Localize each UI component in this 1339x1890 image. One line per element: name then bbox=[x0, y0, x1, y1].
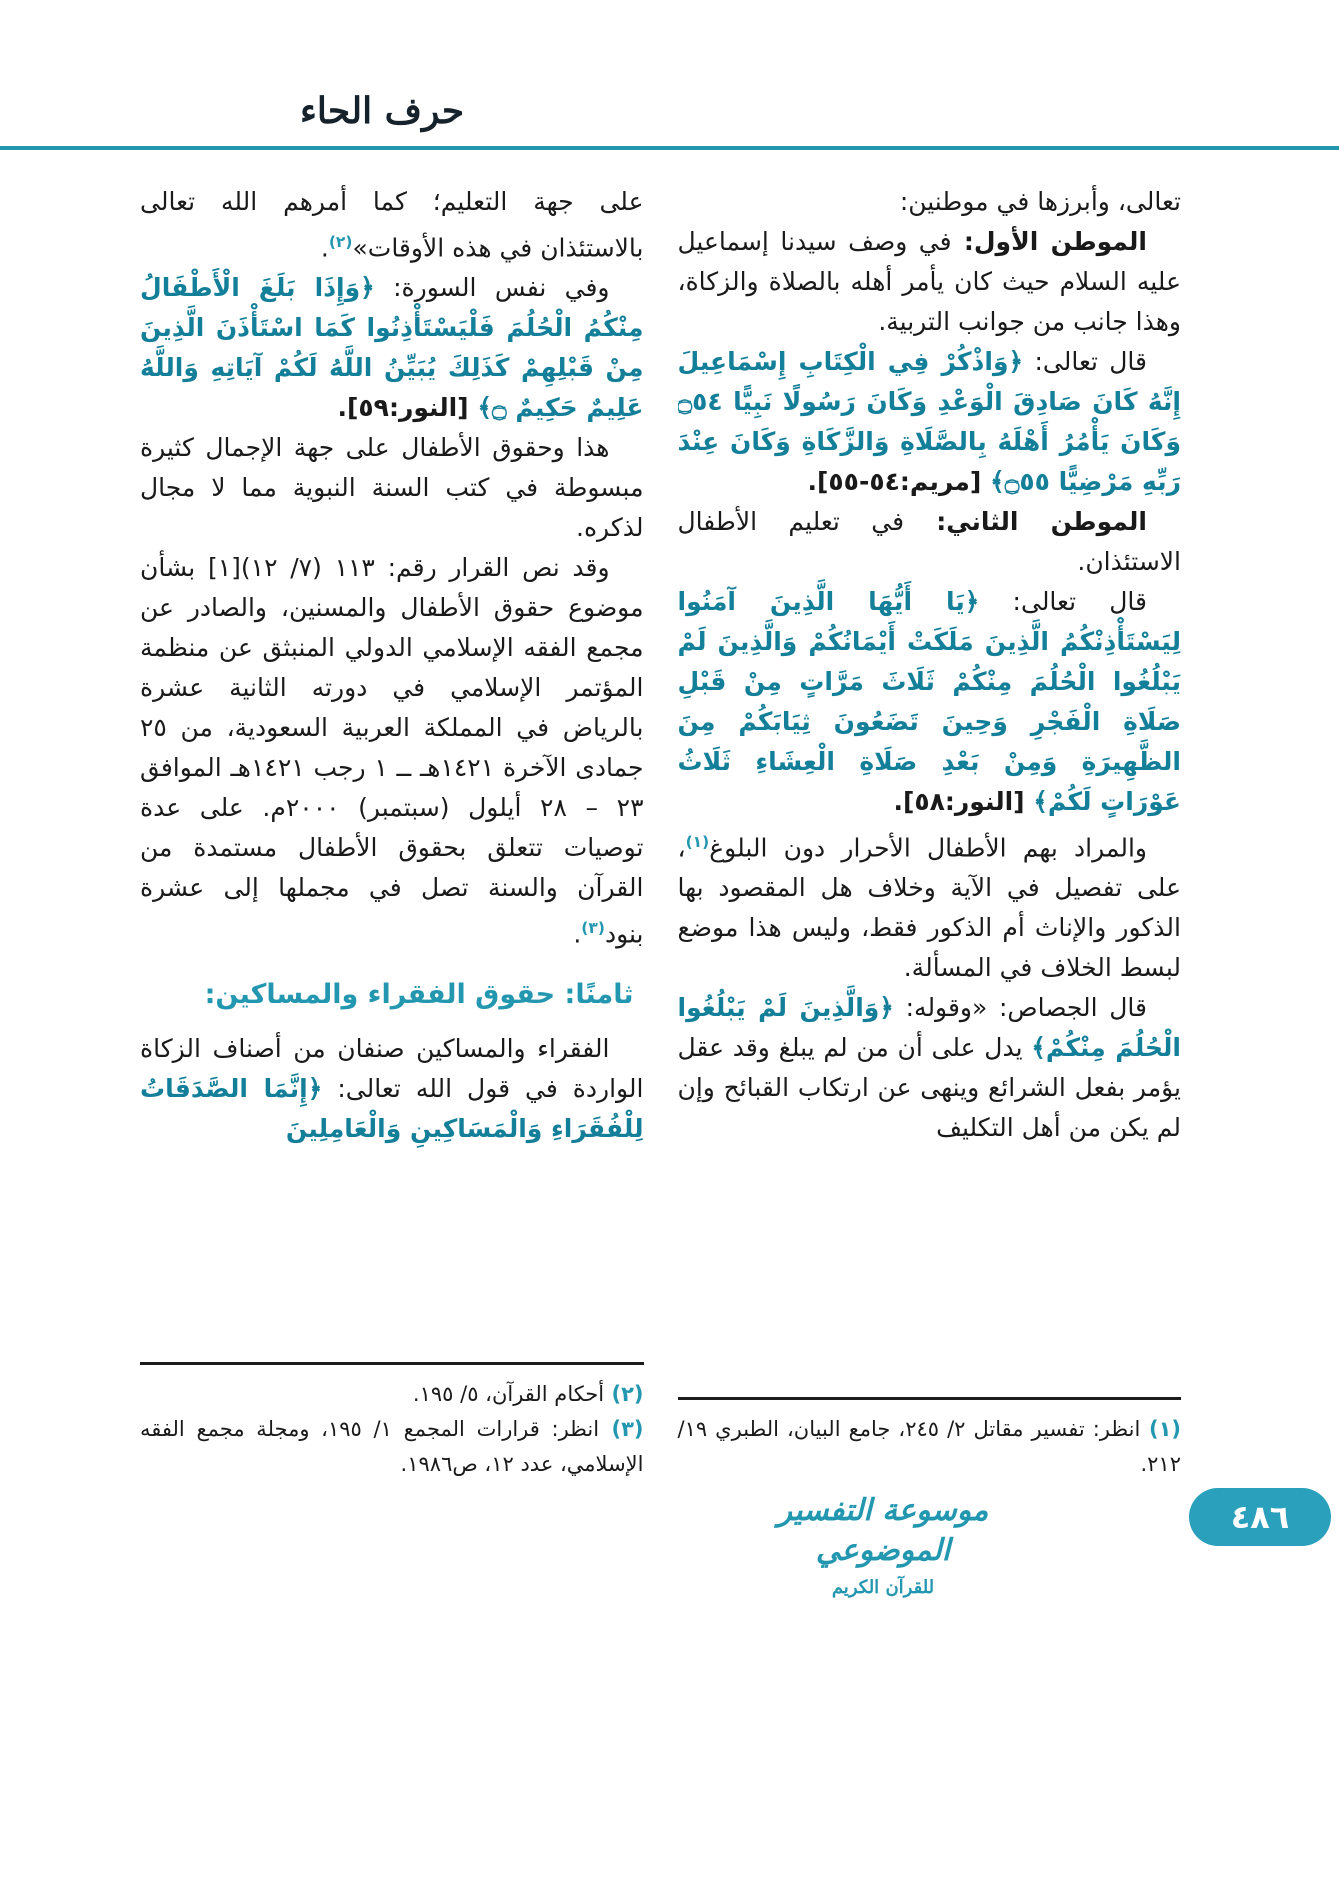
paragraph bbox=[140, 182, 644, 268]
page-header bbox=[0, 0, 1339, 150]
verse-reference: [النور:٥٩]. bbox=[337, 393, 478, 423]
quran-verse: ﴿وَالَّذِينَ لَمْ يَبْلُغُوا الْحُلُمَ مِنْكُمْ﴾ bbox=[677, 993, 1181, 1063]
body-text: ، على تفصيل في الآية وخلاف هل المقصود بها الذكور والإناث أم الذكور فقط، وليس هذا موضع لبسط الخلاف في المسألة. bbox=[677, 833, 1181, 983]
body-text: قال الجصاص: «وقوله: bbox=[893, 993, 1147, 1023]
footnote bbox=[140, 1412, 644, 1482]
section-heading bbox=[140, 975, 644, 1015]
paragraph bbox=[140, 428, 644, 548]
column-left-paragraphs bbox=[140, 182, 644, 1149]
body-text: وقد نص القرار رقم: ١١٣ (٧/ ١٢)[١] بشأن موضوع حقوق الأطفال والمسنين، والصادر عن مجمع الفقه الإسلامي الدولي المنبثق عن منظمة المؤتمر الإسلامي في دورته الثانية عشرة بالرياض في المملكة العربية السعودية، من ٢٥ جمادى الآخرة ١٤٢١هـ ــ ١ رجب ١٤٢١هـ الموافق ٢٣ – ٢٨ أيلول (سبتمبر) ٢٠٠٠م. على عدة توصيات تتعلق بحقوق الأطفال مستمدة من القرآن والسنة تصل في مجملها إلى عشرة بنود bbox=[140, 553, 644, 949]
paragraph bbox=[678, 582, 1182, 822]
quran-verse: ﴿وَاذْكُرْ فِي الْكِتَابِ إِسْمَاعِيلَ إِنَّهُ كَانَ صَادِقَ الْوَعْدِ وَكَانَ رَسُولًا نَبِيًّا ۝٥٤ وَكَانَ يَأْمُرُ أَهْلَهُ بِالصَّلَاةِ وَالزَّكَاةِ وَكَانَ عِنْدَ رَبِّهِ مَرْضِيًّا ۝٥٥﴾ bbox=[677, 347, 1181, 496]
footnote-ref-marker: (٢) bbox=[328, 233, 353, 251]
body-text: يدل على أن من لم يبلغ وقد عقل يؤمر بفعل الشرائع وينهى عن ارتكاب القبائح وإن لم يكن من أهل التكليف bbox=[677, 1033, 1181, 1143]
body-text: قال تعالى: bbox=[979, 587, 1147, 616]
footnote bbox=[678, 1412, 1182, 1482]
bold-lead: الموطن الأول: bbox=[951, 227, 1148, 256]
footnote-ref-marker: (٣) bbox=[581, 919, 605, 938]
paragraph bbox=[678, 502, 1182, 582]
footnote bbox=[140, 1377, 644, 1412]
paragraph bbox=[678, 222, 1182, 342]
page-header-title: حرف الحاء bbox=[300, 90, 465, 132]
body-text: تعالى، وأبرزها في موطنين: bbox=[899, 187, 1181, 216]
body-text: وفي نفس السورة: bbox=[374, 273, 610, 303]
footnote-text: أحكام القرآن، ٥/ ١٩٥. bbox=[412, 1382, 605, 1406]
paragraph bbox=[140, 548, 644, 954]
footnote-marker: (١) bbox=[1140, 1417, 1181, 1441]
paragraph bbox=[678, 182, 1182, 222]
text-columns bbox=[0, 150, 1339, 1482]
page-number: ٤٨٦ bbox=[1230, 1498, 1290, 1536]
publisher-logo-title: موسوعة التفسير الموضوعي bbox=[777, 1493, 989, 1568]
footnote-text: انظر: قرارات المجمع ١/ ١٩٥، ومجلة مجمع الفقه الإسلامي، عدد ١٢، ص١٩٨٦. bbox=[140, 1417, 644, 1476]
publisher-logo bbox=[763, 1491, 1003, 1598]
column-right-footnotes bbox=[678, 1397, 1182, 1482]
page-number-badge bbox=[1189, 1488, 1331, 1546]
footnote-ref-marker: (١) bbox=[685, 833, 710, 851]
body-text: قال تعالى: bbox=[1023, 347, 1147, 376]
verse-reference: [النور:٥٨]. bbox=[893, 787, 1034, 816]
heading-text: ثامنًا: حقوق الفقراء والمساكين: bbox=[204, 978, 634, 1010]
publisher-logo-subtitle: للقرآن الكريم bbox=[831, 1577, 935, 1598]
quran-verse: ﴿إِنَّمَا الصَّدَقَاتُ لِلْفُقَرَاءِ وَالْمَسَاكِينِ وَالْعَامِلِينَ bbox=[140, 1073, 644, 1143]
body-text: الفقراء والمساكين صنفان من أصناف الزكاة الواردة في قول الله تعالى: bbox=[140, 1033, 644, 1103]
footnote-text: انظر: تفسير مقاتل ٢/ ٢٤٥، جامع البيان، الطبري ١٩/ ٢١٢. bbox=[677, 1417, 1181, 1476]
paragraph bbox=[678, 988, 1182, 1148]
column-left bbox=[140, 182, 644, 1482]
quran-verse: ﴿وَإِذَا بَلَغَ الْأَطْفَالُ مِنْكُمُ الْحُلُمَ فَلْيَسْتَأْذِنُوا كَمَا اسْتَأْذَنَ الَّذِينَ مِنْ قَبْلِهِمْ كَذَلِكَ يُبَيِّنُ اللَّهُ لَكُمْ آيَاتِهِ وَاللَّهُ عَلِيمٌ حَكِيمٌ ۝﴾ bbox=[140, 273, 644, 423]
body-text: . bbox=[320, 233, 329, 263]
body-text: . bbox=[573, 919, 582, 949]
bold-lead: الموطن الثاني: bbox=[904, 507, 1147, 536]
column-right-paragraphs bbox=[678, 182, 1182, 1148]
body-text: في وصف سيدنا إسماعيل عليه السلام حيث كان يأمر أهله بالصلاة والزكاة، وهذا جانب من جوانب التربية. bbox=[677, 227, 1181, 336]
column-left-footnotes bbox=[140, 1362, 644, 1482]
body-text: هذا وحقوق الأطفال على جهة الإجمال كثيرة مبسوطة في كتب السنة النبوية مما لا مجال لذكره. bbox=[140, 433, 644, 543]
quran-verse: ﴿يَا أَيُّهَا الَّذِينَ آمَنُوا لِيَسْتَأْذِنْكُمُ الَّذِينَ مَلَكَتْ أَيْمَانُكُمْ وَالَّذِينَ لَمْ يَبْلُغُوا الْحُلُمَ مِنْكُمْ ثَلَاثَ مَرَّاتٍ مِنْ قَبْلِ صَلَاةِ الْفَجْرِ وَحِينَ تَضَعُونَ ثِيَابَكُمْ مِنَ الظَّهِيرَةِ وَمِنْ بَعْدِ صَلَاةِ الْعِشَاءِ ثَلَاثُ عَوْرَاتٍ لَكُمْ﴾ bbox=[677, 587, 1181, 816]
column-right bbox=[678, 182, 1182, 1482]
paragraph bbox=[140, 268, 644, 428]
body-text: والمراد بهم الأطفال الأحرار دون البلوغ bbox=[709, 833, 1147, 863]
body-text: على جهة التعليم؛ كما أمرهم الله تعالى بالاستئذان في هذه الأوقات» bbox=[140, 187, 644, 263]
paragraph bbox=[678, 342, 1182, 502]
paragraph bbox=[678, 822, 1182, 988]
body-text: في تعليم الأطفال الاستئذان. bbox=[677, 507, 1181, 576]
paragraph bbox=[140, 1029, 644, 1149]
footnote-marker: (٢) bbox=[604, 1382, 644, 1406]
verse-reference: [مريم:٥٤-٥٥]. bbox=[807, 467, 991, 496]
footnote-marker: (٣) bbox=[599, 1417, 644, 1441]
